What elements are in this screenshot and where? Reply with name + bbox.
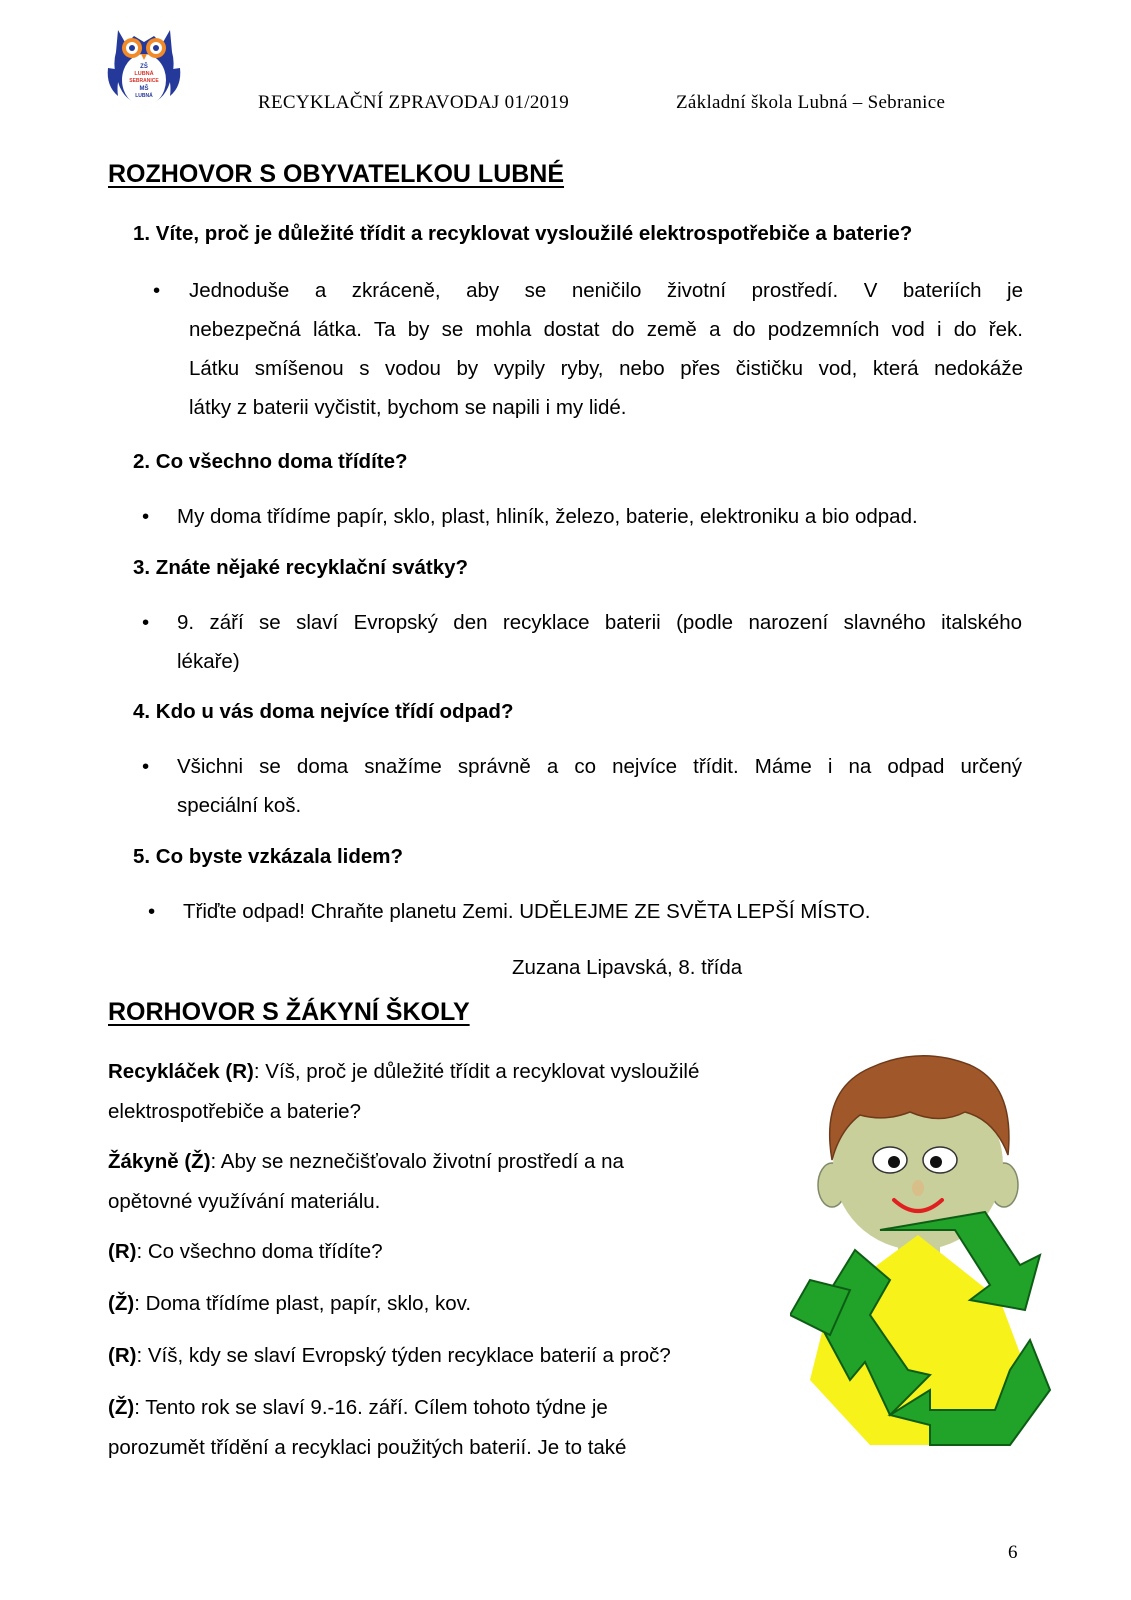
school-owl-logo [104,22,184,112]
dialogue-text: : Aby se neznečišťovalo životní prostředí a na opětovné využívání materiálu. [108,1150,624,1213]
dialogue-line-6 [108,1388,693,1468]
answer-4-line-2: speciální koš. [177,794,302,817]
answer-1-line-1: Jednoduše a zkráceně, aby se neničilo životní prostředí. V bateriích je [189,279,1023,302]
answer-4-line-1: Všichni se doma snažíme správně a co nejvíce třídit. Máme i na odpad určený [177,755,1022,778]
dialogue-line-1 [108,1052,768,1132]
answer-5-line-1: Třiďte odpad! Chraňte planetu Zemi. UDĚLEJME ZE SVĚTA LEPŠÍ MÍSTO. [183,900,871,923]
dialogue-text: : Tento rok se slaví 9.-16. září. Cílem tohoto týdne je porozumět třídění a recyklaci použitých baterií. Je to také [108,1396,627,1459]
answer-1-line-3: Látku smíšenou s vodou by vypily ryby, nebo přes čističku vod, která nedokáže [189,357,1023,380]
speaker-label: Žákyně (Ž) [108,1150,211,1173]
speaker-label: (Ž) [108,1292,135,1315]
dialogue-text: : Doma třídíme plast, papír, sklo, kov. [134,1292,472,1315]
answer-1-line-2: nebezpečná látka. Ta by se mohla dostat do země a do podzemních vod i do řek. [189,318,1023,341]
question-5: 5. Co byste vzkázala lidem? [133,845,404,868]
dialogue-line-5 [108,1336,778,1376]
answer-3-line-1: 9. září se slaví Evropský den recyklace baterii (podle narození slavného italského [177,611,1022,634]
bullet-icon: • [153,279,161,302]
question-3: 3. Znáte nějaké recyklační svátky? [133,556,469,579]
dialogue-text: : Víš, kdy se slaví Evropský týden recyklace baterií a proč? [136,1344,671,1367]
logo-text-2: LUBNÁ [134,71,154,77]
section1-heading: ROZHOVOR S OBYVATELKOU LUBNÉ [108,160,565,188]
speaker-label: Recykláček (R) [108,1060,254,1083]
logo-text-1: ZŠ [140,64,148,70]
bullet-icon: • [148,900,156,923]
answer-1-line-4: látky z baterii vyčistit, bychom se napili i my lidé. [189,396,627,419]
dialogue-line-4 [108,1284,778,1324]
page-number: 6 [1008,1542,1018,1563]
answer-3-line-2: lékaře) [177,650,240,673]
logo-text-4: MŠ [139,86,149,92]
interview-signature: Zuzana Lipavská, 8. třída [512,956,743,979]
dialogue-text: : Co všechno doma třídíte? [136,1240,383,1263]
recycling-boy-illustration [790,1050,1055,1460]
dialogue-line-3 [108,1232,778,1272]
bullet-icon: • [142,611,150,634]
bullet-icon: • [142,755,150,778]
question-4: 4. Kdo u vás doma nejvíce třídí odpad? [133,700,514,723]
newsletter-title: RECYKLAČNÍ ZPRAVODAJ 01/2019 [258,92,570,113]
speaker-label: (R) [108,1240,137,1263]
dialogue-text: : Víš, proč je důležité třídit a recyklovat vysloužilé elektrospotřebiče a baterie? [108,1060,700,1123]
speaker-label: (R) [108,1344,137,1367]
question-2: 2. Co všechno doma třídíte? [133,450,408,473]
question-1: 1. Víte, proč je důležité třídit a recyklovat vysloužilé elektrospotřebiče a baterie? [133,222,913,245]
logo-text-5: LUBNÁ [135,93,153,99]
school-name: Základní škola Lubná – Sebranice [676,92,946,113]
bullet-icon: • [142,505,150,528]
section2-heading: RORHOVOR S ŽÁKYNÍ ŠKOLY [108,998,470,1026]
answer-2-line-1: My doma třídíme papír, sklo, plast, hliník, železo, baterie, elektroniku a bio odpad. [177,505,918,528]
dialogue-line-2 [108,1142,698,1222]
logo-text-3: SEBRANICE [129,78,159,84]
speaker-label: (Ž) [108,1396,135,1419]
